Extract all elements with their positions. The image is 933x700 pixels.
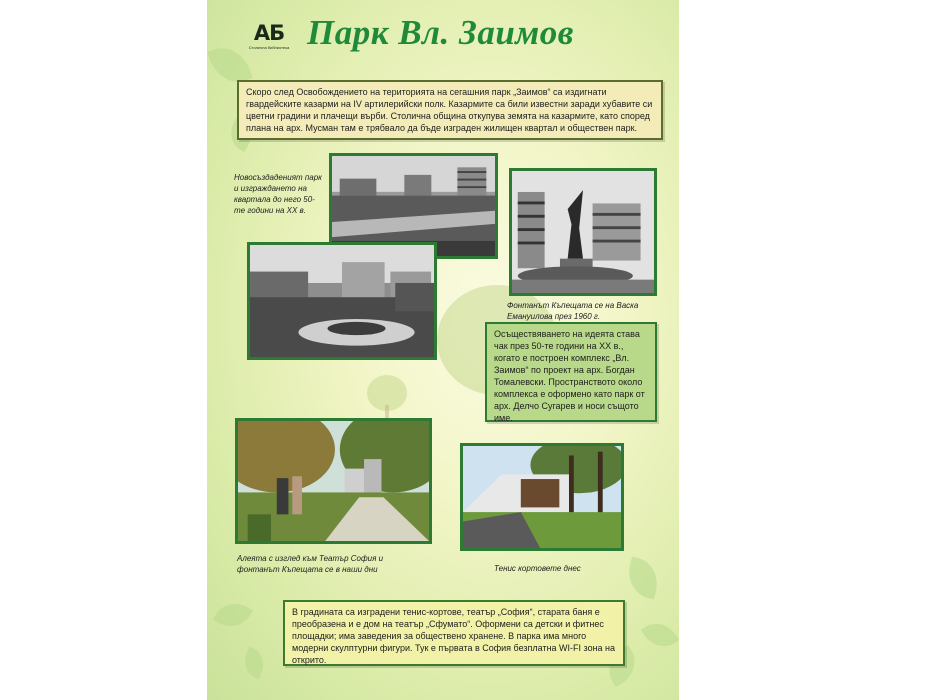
intro-text-box: Скоро след Освобождението на територията на сегашния парк „Заимов“ са издигнати гвардейските казарми на IV артилерийски полк. Казармите са били известни заради хубавите си цветни градини и плачещи върби. Столична община откупува земята на казармите, като според плана на арх. Мусман там е трябвало да бъде изграден жилищен квартал и обществен парк. <box>237 80 663 140</box>
caption-park-construction: Новосъздаденият парк и изграждането на квартала до него 50-те години на XX в. <box>234 173 322 215</box>
caption-fountain-1960: Фонтанът Къпещата се на Васка Емануилова през 1960 г. <box>507 301 639 321</box>
bottom-text-box: В градината са изградени тенис-кортове, театър „София“, старата баня е преобразена и е дом на театър „Сфумато“. Оформени са детски и фитнес площадки; има заведения за обществено хранене. В парка има много модерни скулптурни фигури. Тук е първата в София безплатна WI-FI зона на открито. <box>283 600 625 666</box>
logo-letters: АБ <box>253 21 285 45</box>
decorative-leaf <box>641 615 679 654</box>
decorative-tree-trunk <box>385 405 389 419</box>
poster <box>207 0 679 700</box>
decorative-leaf <box>213 595 253 634</box>
page-title: Парк Вл. Заимов <box>307 13 574 52</box>
caption-tennis-courts: Тенис кортовете днес <box>494 564 581 573</box>
photo-bathing-girl-fountain-1960 <box>509 168 657 296</box>
logo-subtitle: Столична библиотека <box>248 45 290 50</box>
photo-tennis-courts-today <box>460 443 624 551</box>
decorative-leaf <box>623 556 663 599</box>
photo-park-flowerbed-1950s <box>247 242 437 360</box>
caption-alley-theatre: Алеята с изглед към Театър София и фонтанът Къпещата се в наши дни <box>237 554 384 574</box>
library-logo <box>247 22 291 58</box>
photo-alley-theatre-sofia <box>235 418 432 544</box>
middle-text-box: Осъществяването на идеята става чак през 50-те години на XX в., когато е построен комплекс „Вл. Заимов“ по проект на арх. Богдан Томалевски. Пространството около комплекса е оформено като парк от арх. Делчо Сугарев и носи същото име. <box>485 322 657 422</box>
decorative-leaf <box>239 647 270 680</box>
